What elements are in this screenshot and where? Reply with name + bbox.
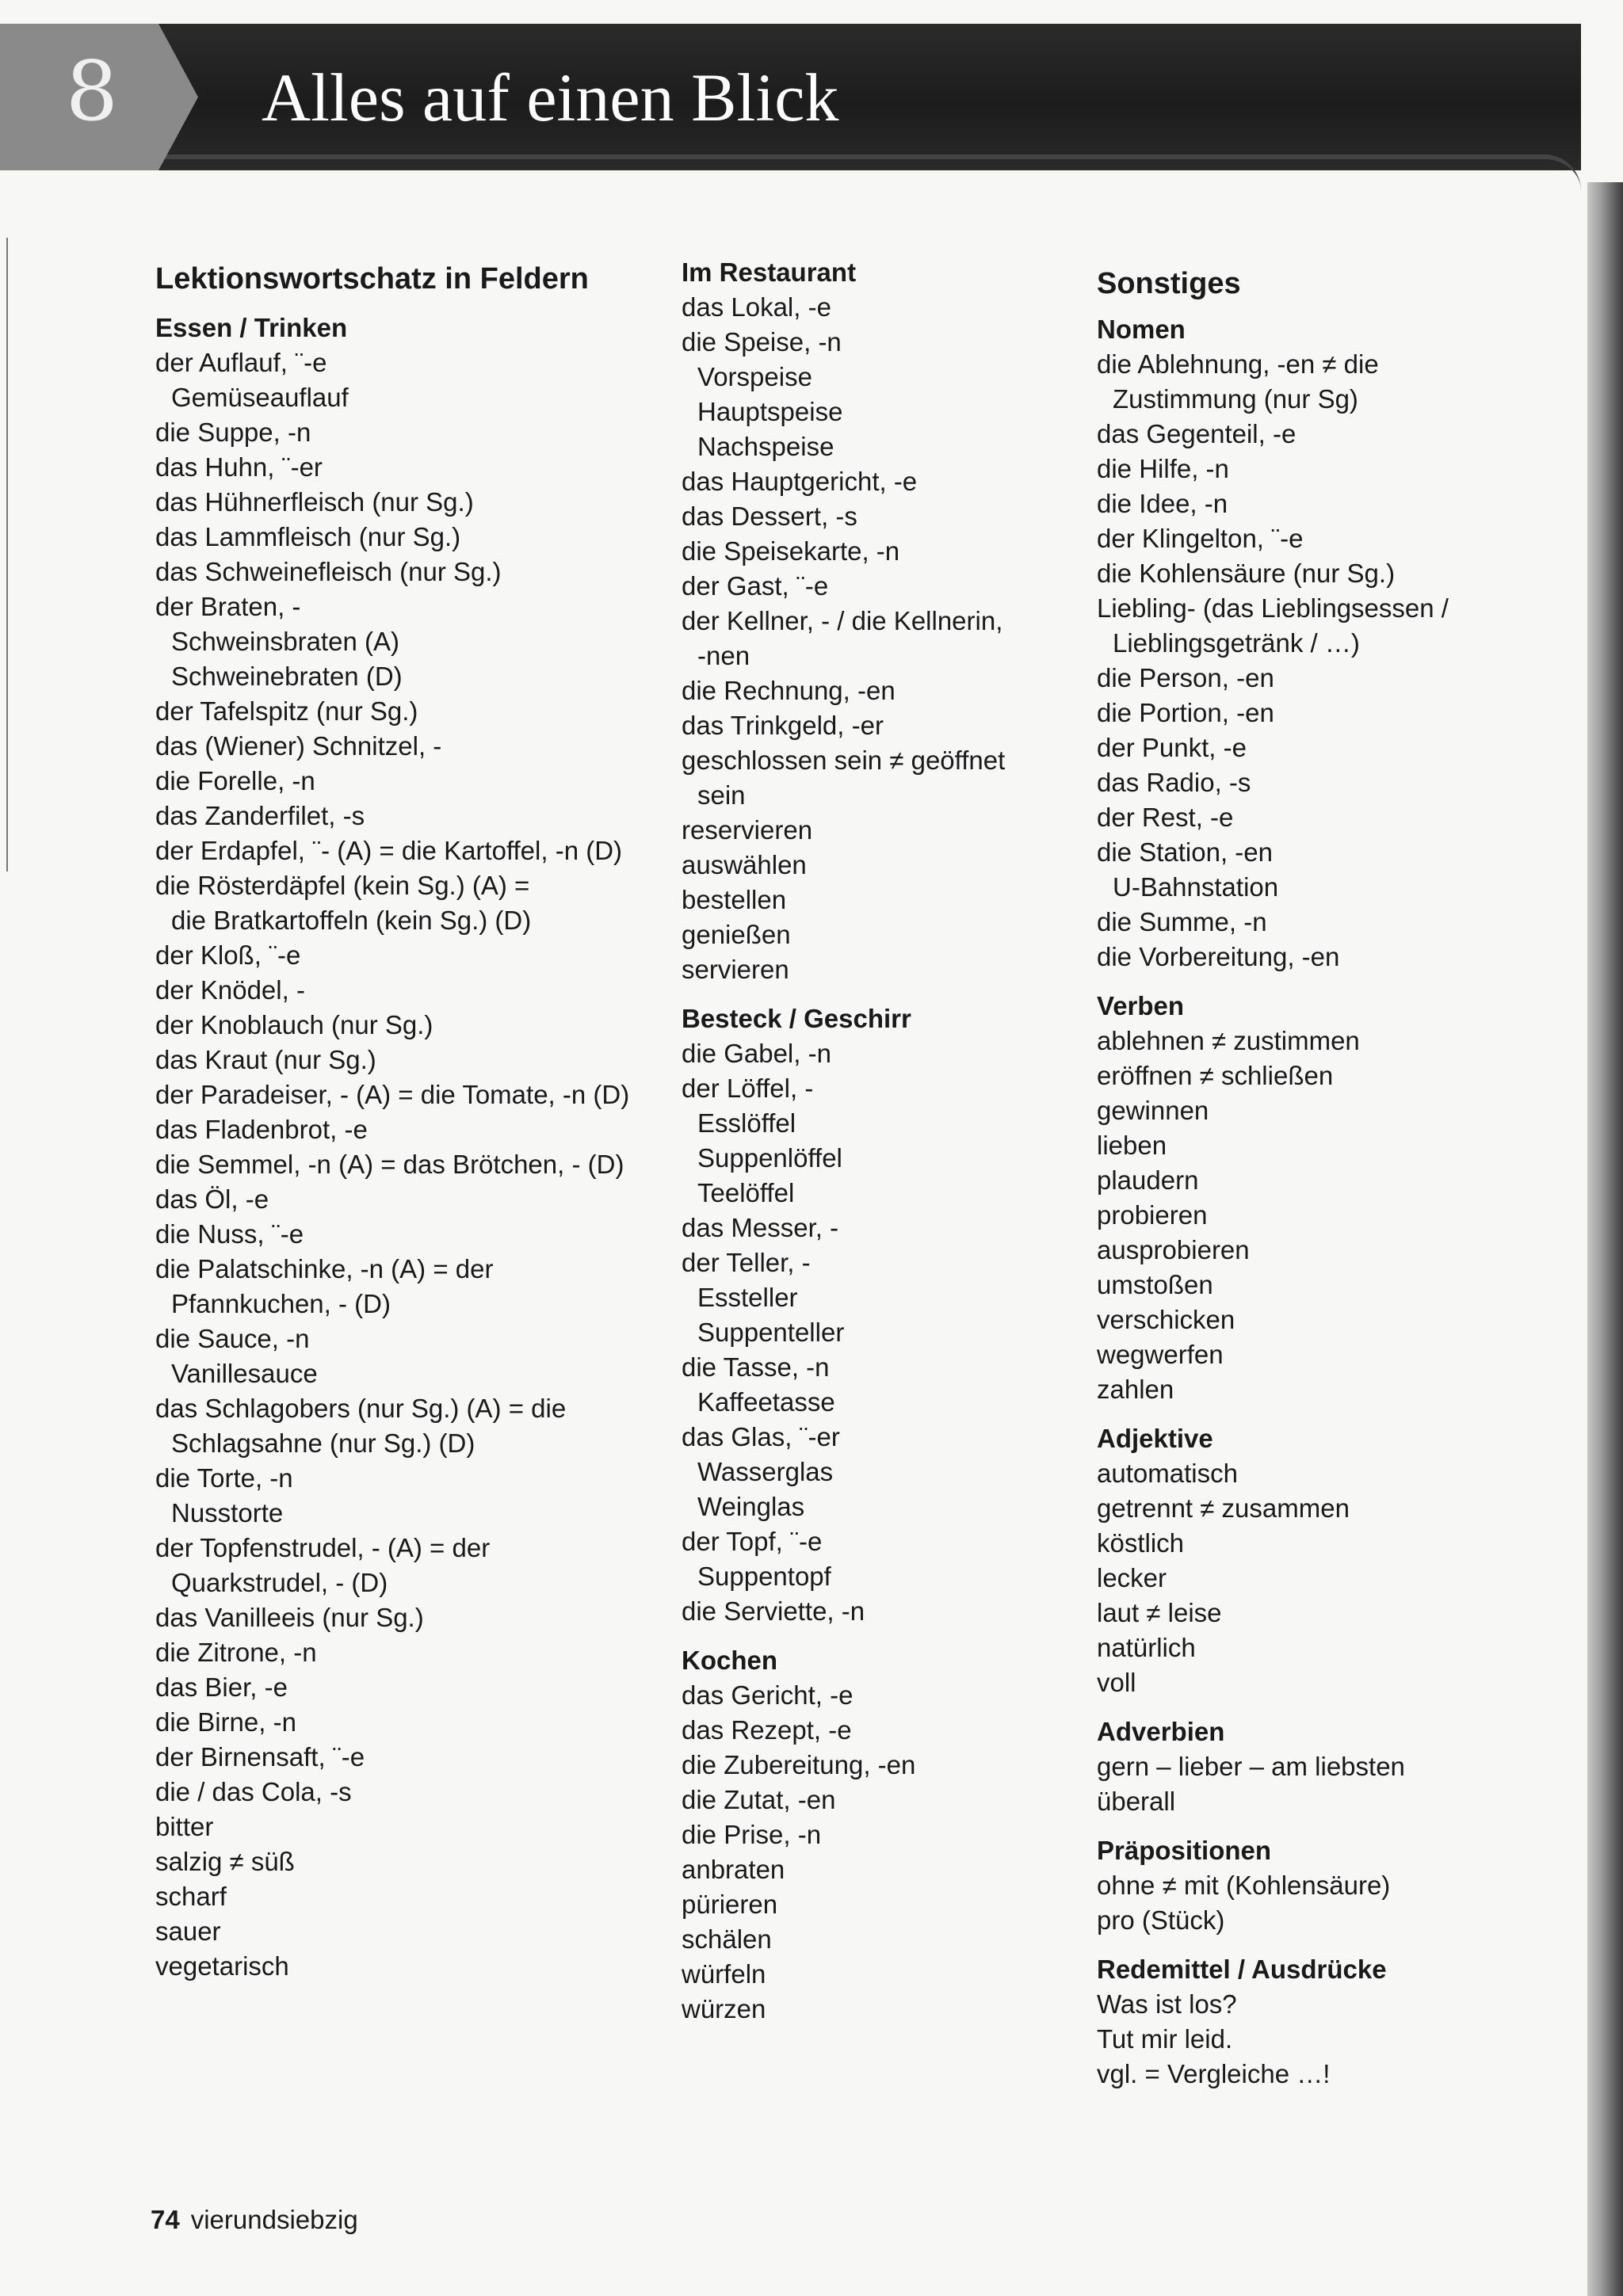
vocab-entry: die Portion, -en [1097, 698, 1274, 727]
vocab-entry: Pfannkuchen, - (D) [171, 1289, 391, 1318]
vocab-entry: überall [1097, 1787, 1176, 1816]
vocab-entry: die Gabel, -n [682, 1039, 831, 1068]
vocab-entry: würfeln [682, 1959, 766, 1989]
vocab-entry: die Forelle, -n [155, 766, 315, 795]
vocab-entry: gern – lieber – am liebsten [1097, 1752, 1405, 1781]
vocab-entry: der Knödel, - [155, 975, 305, 1005]
chapter-number: 8 [65, 43, 119, 139]
vocab-entry: die Speisekarte, -n [682, 536, 900, 566]
vocab-entry: Liebling- (das Lieblingsessen / [1097, 593, 1449, 623]
vocab-entry: der Braten, - [155, 592, 301, 621]
vocab-entry: ohne ≠ mit (Kohlensäure) [1097, 1871, 1391, 1900]
vocab-entry: die Bratkartoffeln (kein Sg.) (D) [171, 906, 532, 935]
column-title: Lektionswortschatz in Feldern [155, 262, 589, 296]
vocab-entry: die Rösterdäpfel (kein Sg.) (A) = [155, 871, 530, 900]
vocab-entry: das Zanderfilet, -s [155, 801, 365, 830]
vocab-entry: scharf [155, 1882, 227, 1911]
vocab-entry: anbraten [682, 1855, 785, 1884]
vocab-entry: das Hauptgericht, -e [682, 467, 918, 496]
page-number-words: vierundsiebzig [190, 2205, 358, 2234]
vocab-entry: das Schlagobers (nur Sg.) (A) = die [155, 1394, 567, 1423]
vocab-section [1097, 312, 1541, 974]
section-heading: Redemittel / Ausdrücke [1097, 1955, 1387, 1984]
vocab-entry: wegwerfen [1097, 1340, 1224, 1369]
vocab-entry: das Schweinefleisch (nur Sg.) [155, 557, 502, 586]
section-heading: Verben [1097, 991, 1185, 1020]
vocab-entry: die Birne, -n [155, 1707, 296, 1737]
vocab-entry: pro (Stück) [1097, 1905, 1225, 1935]
vocab-entry: die Tasse, -n [682, 1352, 830, 1382]
vocab-entry: bestellen [682, 885, 787, 914]
vocab-entry: getrennt ≠ zusammen [1097, 1493, 1350, 1523]
vocab-entry: die Torte, -n [155, 1463, 293, 1493]
vocab-entry: das Glas, ¨-er [682, 1422, 840, 1451]
vocab-entry: automatisch [1097, 1459, 1238, 1488]
vocab-section [1097, 1714, 1541, 1819]
vocab-entry: die Zitrone, -n [155, 1638, 317, 1667]
vocab-entry: Suppentopf [697, 1562, 831, 1591]
vocab-entry: die Ablehnung, -en ≠ die [1097, 349, 1379, 379]
vocab-entry: die Zubereitung, -en [682, 1750, 916, 1779]
vocab-section [1097, 989, 1541, 1407]
section-heading: Im Restaurant [682, 257, 857, 287]
section-heading: Nomen [1097, 315, 1186, 344]
vocab-entry: servieren [682, 955, 789, 984]
vocab-entry: Kaffeetasse [697, 1387, 835, 1417]
page-number: 74 [151, 2205, 180, 2234]
vocab-entry: das Radio, -s [1097, 768, 1251, 797]
vocab-entry: der Gast, ¨-e [682, 571, 829, 601]
vocab-entry: Quarkstrudel, - (D) [171, 1568, 388, 1597]
vocab-entry: der Löffel, - [682, 1074, 814, 1103]
vocab-entry: der Rest, -e [1097, 803, 1234, 832]
column-1 [155, 255, 647, 1998]
vocab-entry: die Summe, -n [1097, 907, 1267, 936]
vocab-entry: genießen [682, 920, 791, 949]
vocab-entry: Esslöffel [697, 1108, 796, 1138]
vocab-entry: die Nuss, ¨-e [155, 1219, 304, 1249]
vocab-entry: der Klingelton, ¨-e [1097, 524, 1304, 553]
vocab-entry: der Topf, ¨-e [682, 1527, 823, 1556]
section-heading: Kochen [682, 1646, 778, 1675]
vocab-entry: die Sauce, -n [155, 1324, 310, 1353]
vocab-entry: verschicken [1097, 1305, 1235, 1334]
vocab-entry: Was ist los? [1097, 1989, 1237, 2019]
vocab-entry: voll [1097, 1668, 1136, 1697]
vocab-entry: der Erdapfel, ¨- (A) = die Kartoffel, -n (D) [155, 836, 623, 865]
vocab-entry: köstlich [1097, 1528, 1185, 1558]
vocab-entry: laut ≠ leise [1097, 1598, 1222, 1627]
vocab-section [682, 1643, 1078, 2027]
vocab-section [155, 311, 647, 1984]
vocab-entry: Gemüseauflauf [171, 383, 349, 412]
vocab-entry: reservieren [682, 815, 813, 845]
vocab-entry: der Punkt, -e [1097, 733, 1247, 762]
vocab-section [682, 255, 1078, 987]
vocab-entry: ausprobieren [1097, 1235, 1250, 1264]
vocab-entry: das Fladenbrot, -e [155, 1115, 368, 1144]
vocab-entry: plaudern [1097, 1165, 1199, 1195]
vocab-entry: -nen [697, 641, 750, 670]
column-title: Sonstiges [1097, 267, 1241, 300]
vocab-entry: U-Bahnstation [1113, 872, 1279, 902]
vocab-entry: schälen [682, 1924, 772, 1954]
vocab-entry: Zustimmung (nur Sg) [1113, 384, 1358, 414]
vocab-entry: Suppenteller [697, 1318, 845, 1347]
vocab-entry: Lieblingsgetränk / …) [1113, 628, 1360, 658]
vocab-entry: die / das Cola, -s [155, 1777, 352, 1806]
vocab-entry: Weinglas [697, 1492, 805, 1521]
vocab-entry: die Prise, -n [682, 1820, 822, 1849]
page-title: Alles auf einen Blick [262, 59, 839, 135]
vocab-entry: die Hilfe, -n [1097, 454, 1229, 483]
vocab-entry: Nusstorte [171, 1498, 284, 1527]
vocab-entry: die Palatschinke, -n (A) = der [155, 1254, 494, 1283]
vocab-entry: Schlagsahne (nur Sg.) (D) [171, 1428, 475, 1458]
vocab-entry: die Zutat, -en [682, 1785, 836, 1814]
section-heading: Adjektive [1097, 1424, 1213, 1453]
vocab-entry: das (Wiener) Schnitzel, - [155, 731, 442, 761]
vocab-section [1097, 1833, 1541, 1938]
vocab-entry: die Semmel, -n (A) = das Brötchen, - (D) [155, 1150, 624, 1179]
vocab-entry: das Gericht, -e [682, 1680, 854, 1710]
vocab-entry: das Kraut (nur Sg.) [155, 1045, 376, 1074]
vocab-section [1097, 1952, 1541, 2092]
vocab-entry: vgl. = Vergleiche …! [1097, 2059, 1331, 2088]
page-footer [151, 2203, 358, 2237]
vocab-entry: der Kellner, - / die Kellnerin, [682, 606, 1003, 635]
vocab-entry: eröffnen ≠ schließen [1097, 1061, 1334, 1090]
vocab-entry: der Tafelspitz (nur Sg.) [155, 696, 418, 726]
vocab-entry: das Öl, -e [155, 1184, 269, 1214]
vocab-entry: das Trinkgeld, -er [682, 711, 884, 740]
vocab-entry: würzen [682, 1994, 766, 2023]
vocab-entry: Hauptspeise [697, 397, 843, 426]
section-heading: Besteck / Geschirr [682, 1004, 911, 1033]
vocab-entry: lieben [1097, 1131, 1167, 1160]
page-binding-edge [1587, 182, 1623, 2296]
vocab-entry: das Rezept, -e [682, 1715, 852, 1745]
vocab-entry: probieren [1097, 1200, 1208, 1230]
vocab-entry: umstoßen [1097, 1270, 1213, 1299]
vocab-entry: das Huhn, ¨-er [155, 452, 323, 482]
vocab-section [682, 1001, 1078, 1629]
vocab-entry: Suppenlöffel [697, 1143, 842, 1173]
vocab-entry: Wasserglas [697, 1457, 834, 1486]
section-heading: Essen / Trinken [155, 313, 348, 342]
header-divider-curve [0, 154, 1581, 191]
column-3 [1097, 255, 1541, 2106]
vocab-entry: Schweinsbraten (A) [171, 627, 399, 656]
vocab-entry: die Idee, -n [1097, 489, 1228, 518]
vocab-entry: der Knoblauch (nur Sg.) [155, 1010, 433, 1039]
vocab-section [1097, 1421, 1541, 1700]
page-scan-mark [6, 238, 8, 871]
vocab-entry: das Lokal, -e [682, 292, 831, 322]
vocab-entry: pürieren [682, 1890, 778, 1919]
vocab-entry: Nachspeise [697, 432, 834, 461]
vocab-entry: das Hühnerfleisch (nur Sg.) [155, 487, 474, 517]
vocab-entry: das Lammfleisch (nur Sg.) [155, 522, 461, 551]
vocab-entry: das Dessert, -s [682, 502, 857, 531]
vocab-entry: Schweinebraten (D) [171, 662, 403, 691]
vocab-entry: das Messer, - [682, 1213, 839, 1242]
vocab-entry: auswählen [682, 850, 807, 879]
vocab-entry: das Bier, -e [155, 1672, 288, 1702]
vocab-entry: das Vanilleeis (nur Sg.) [155, 1603, 424, 1632]
column-2 [682, 255, 1078, 2041]
vocab-entry: die Person, -en [1097, 663, 1274, 692]
vocab-entry: der Topfenstrudel, - (A) = der [155, 1533, 491, 1562]
vocab-entry: vegetarisch [155, 1951, 289, 1981]
vocab-entry: der Auflauf, ¨-e [155, 348, 327, 377]
vocab-entry: der Birnensaft, ¨-e [155, 1742, 365, 1772]
vocab-entry: Essteller [697, 1283, 798, 1312]
vocab-entry: zahlen [1097, 1375, 1174, 1404]
vocab-entry: die Kohlensäure (nur Sg.) [1097, 559, 1396, 588]
vocab-entry: die Speise, -n [682, 327, 842, 357]
vocab-entry: der Kloß, ¨-e [155, 940, 301, 970]
vocab-entry: sauer [155, 1917, 221, 1946]
section-heading: Adverbien [1097, 1717, 1225, 1746]
vocab-entry: geschlossen sein ≠ geöffnet [682, 746, 1006, 775]
vocab-entry: lecker [1097, 1563, 1167, 1592]
vocab-entry: natürlich [1097, 1633, 1196, 1662]
vocab-entry: sein [697, 780, 746, 810]
vocab-entry: Teelöffel [697, 1178, 795, 1207]
vocab-entry: die Serviette, -n [682, 1596, 865, 1626]
vocab-entry: die Rechnung, -en [682, 676, 896, 705]
vocab-entry: die Vorbereitung, -en [1097, 942, 1340, 971]
vocab-entry: bitter [155, 1812, 214, 1841]
vocab-entry: gewinnen [1097, 1096, 1209, 1125]
section-heading: Präpositionen [1097, 1836, 1272, 1865]
vocab-entry: das Gegenteil, -e [1097, 419, 1296, 448]
vocab-entry: die Suppe, -n [155, 418, 311, 447]
vocab-entry: Vanillesauce [171, 1359, 318, 1388]
vocab-entry: die Station, -en [1097, 837, 1273, 867]
vocab-entry: salzig ≠ süß [155, 1847, 295, 1876]
vocab-entry: Vorspeise [697, 362, 812, 391]
vocab-entry: der Paradeiser, - (A) = die Tomate, -n (D) [155, 1080, 630, 1109]
vocab-entry: ablehnen ≠ zustimmen [1097, 1026, 1360, 1055]
vocab-entry: der Teller, - [682, 1248, 811, 1277]
vocab-entry: Tut mir leid. [1097, 2024, 1233, 2054]
